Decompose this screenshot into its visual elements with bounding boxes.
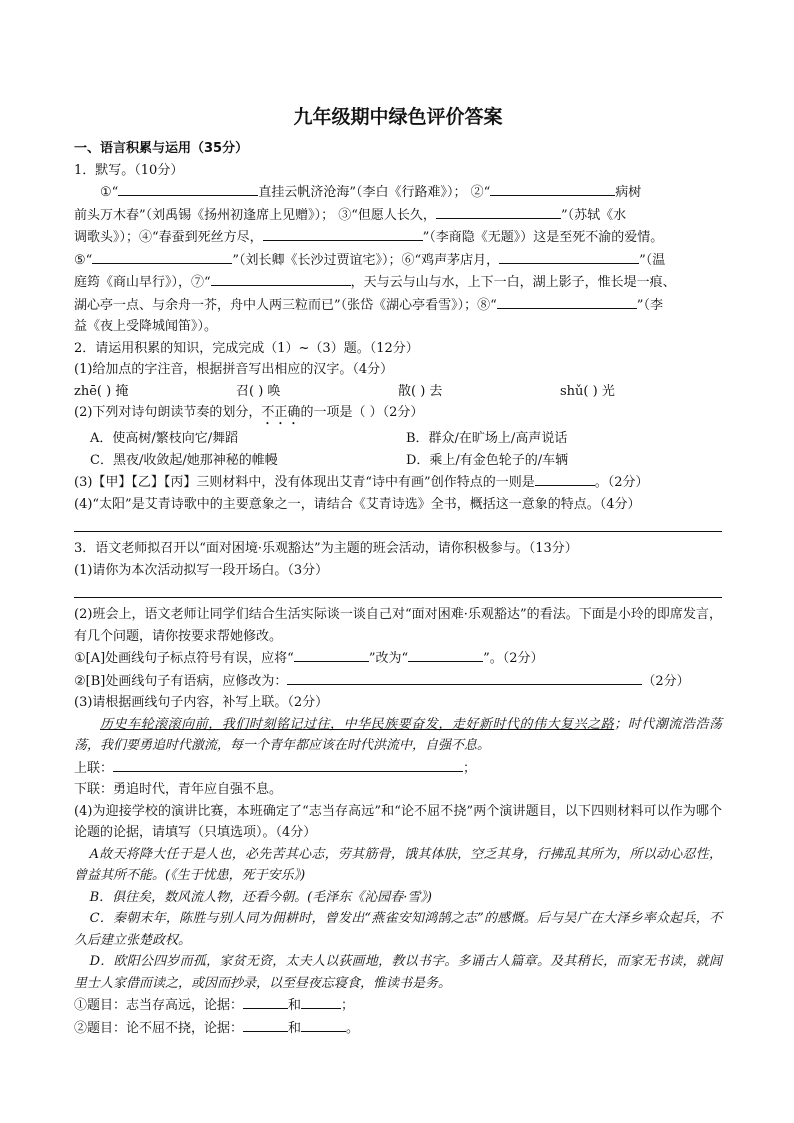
q3-sub2b: ②[B]处画线句子有语病，应修改为： （2分）	[74, 670, 722, 693]
q1-line: 湖心亭一点、与余舟一芥，舟中人两三粒而已”（张岱《湖心亭看雪》）；⑧“ ”（李	[74, 294, 722, 317]
answer-blank[interactable]	[301, 994, 341, 1009]
q1-line: 前头万木春”（刘禹锡《扬州初逢席上见赠》）； ③“但愿人长久， ”（苏轼《水	[74, 204, 722, 227]
upper-couplet: 上联： ；	[74, 757, 722, 780]
q3-sub1: (1)请你为本次活动拟写一段开场白。（3分）	[74, 562, 329, 578]
q2-sub4: (4)“太阳”是艾青诗歌中的主要意象之一，请结合《艾青诗选》全书，概括这一意象的特点。（4分）	[74, 496, 641, 512]
lower-couplet: 下联：勇追时代，青年应自强不息。	[74, 782, 283, 797]
answer-blank[interactable]	[243, 994, 288, 1009]
answer-blank[interactable]	[211, 271, 351, 286]
answer-blank[interactable]	[243, 1017, 288, 1032]
answer-blank[interactable]	[287, 670, 642, 685]
topic-1: ①题目：志当存高远，论据： 和 ；	[74, 994, 722, 1017]
answer-blank[interactable]	[113, 757, 463, 772]
topic-2: ②题目：论不屈不挠，论据： 和 。	[74, 1017, 722, 1040]
q2-sub2: (2)下列对诗句朗读节奏的划分，不正确的一项是（ ）（2分）	[74, 405, 424, 420]
q1-line: 庭筠《商山早行》），⑦“ ，天与云与山与水，上下一白，湖上影子，惟长堤一痕、	[74, 271, 722, 294]
answer-line[interactable]	[74, 583, 722, 598]
q3-sub3: (3)请根据画线句子内容，补写上联。（2分）	[74, 695, 329, 710]
q1-heading: 1．默写。（10分）	[74, 162, 184, 178]
pinyin-item[interactable]: 散( ) 去	[398, 383, 443, 399]
page-title: 九年级期中绿色评价答案	[293, 106, 503, 128]
material-c: C．秦朝末年，陈胜与别人同为佣耕时，曾发出“燕雀安知鸿鹄之志”的感慨。后与吴广在大泽乡率众起兵，不久后建立张楚政权。	[74, 911, 722, 948]
answer-blank[interactable]	[294, 647, 369, 662]
q2-heading: 2．请运用积累的知识，完成完成（1）~（3）题。（12分）	[74, 340, 419, 356]
answer-blank[interactable]	[408, 647, 483, 662]
emphasis-text: 不正确	[261, 405, 301, 420]
q3-sub2a: ①[A]处画线句子标点符号有误，应将“ ”改为“ ”。（2分）	[74, 647, 722, 670]
option-b[interactable]: B．群众/在旷场上/高声说话	[406, 431, 568, 446]
q1-line: ①“ 直挂云帆济沧海”（李白《行路难》）； ②“ 病树	[74, 181, 722, 204]
answer-line[interactable]	[74, 517, 722, 532]
answer-blank[interactable]	[263, 226, 423, 241]
material-b: B．俱往矣，数风流人物，还看今朝。(毛泽东《沁园春·雪》)	[89, 889, 432, 905]
answer-blank[interactable]	[92, 249, 232, 264]
q2-sub1: (1)给加点的字注音，根据拼音写出相应的汉字。（4分）	[74, 362, 394, 377]
answer-blank[interactable]	[535, 471, 595, 486]
q1-line: ⑤“ ”（刘长卿《长沙过贾谊宅》）；⑥“鸡声茅店月， ”（温	[74, 249, 722, 272]
passage: 历史车轮滚滚向前，我们时刻铭记过往，中华民族要奋发，走好新时代的伟大复兴之路；时代潮流浩浩荡荡，我们要勇追时代激流，每一个青年都应该在时代洪流中，自强不息。	[74, 716, 722, 753]
q1-line: 益《夜上受降城闻笛》）。	[74, 319, 218, 334]
answer-blank[interactable]	[499, 249, 639, 264]
option-a[interactable]: A．使高树/繁枝向它/舞蹈	[90, 431, 239, 446]
q1-line: 调歌头》）；④“春蚕到死丝方尽， ”（李商隐《无题》）这是至死不渝的爱情。	[74, 226, 722, 249]
underlined-sentence: 历史车轮滚滚向前，我们时刻铭记过往，中华民族要奋发，走好新时代的伟大复兴之路	[100, 716, 615, 732]
answer-blank[interactable]	[301, 1017, 346, 1032]
material-d: D．欧阳公四岁而孤，家贫无资，太夫人以荻画地，教以书字。多诵古人篇章。及其稍长，而家无书读，就闾里士人家借而读之，或因而抄录，以至昼夜忘寝食，惟读书是务。	[74, 954, 722, 991]
pinyin-item[interactable]: shǔ( ) 光	[560, 383, 615, 399]
q3-sub2: (2)班会上，语文老师让同学们结合生活实际谈一谈自己对“面对困难·乐观豁达”的看法。下面是小玲的即席发言，有几个问题，请你按要求帮她修改。	[74, 607, 722, 644]
answer-blank[interactable]	[497, 294, 637, 309]
pinyin-row	[74, 381, 722, 403]
option-d[interactable]: D．乘上/有金色轮子的/车辆	[406, 452, 569, 468]
material-a: A故天将降大任于是人也，必先苦其心志，劳其筋骨，饿其体肤，空乏其身，行拂乱其所为，所以动心忍性，曾益其所不能。(《生于忧患，死于安乐》)	[74, 846, 722, 883]
answer-blank[interactable]	[490, 181, 615, 196]
answer-blank[interactable]	[436, 204, 561, 219]
section-heading: 一、语言积累与运用（35分）	[74, 141, 249, 156]
q2-sub3: (3)【甲】【乙】【丙】三则材料中，没有体现出艾青“诗中有画”创作特点的一则是 。（2分）	[74, 471, 722, 494]
options-grid	[74, 428, 722, 471]
page-content	[74, 102, 722, 1039]
q3-sub4: (4)为迎接学校的演讲比赛，本班确定了“志当存高远”和“论不屈不挠”两个演讲题目，以下四则材料可以作为哪个论题的论据，请填写（只填选项）。（4分）	[74, 803, 722, 840]
pinyin-item[interactable]: zhē( ) 掩	[74, 383, 129, 399]
q3-heading: 3．语文老师拟召开以“面对困境·乐观豁达”为主题的班会活动，请你积极参与。（13分）	[74, 541, 578, 556]
answer-blank[interactable]	[118, 181, 258, 196]
option-c[interactable]: C．黑夜/收敛起/她那神秘的帷幔	[90, 452, 278, 468]
pinyin-item[interactable]: 召( ) 唤	[236, 383, 281, 399]
